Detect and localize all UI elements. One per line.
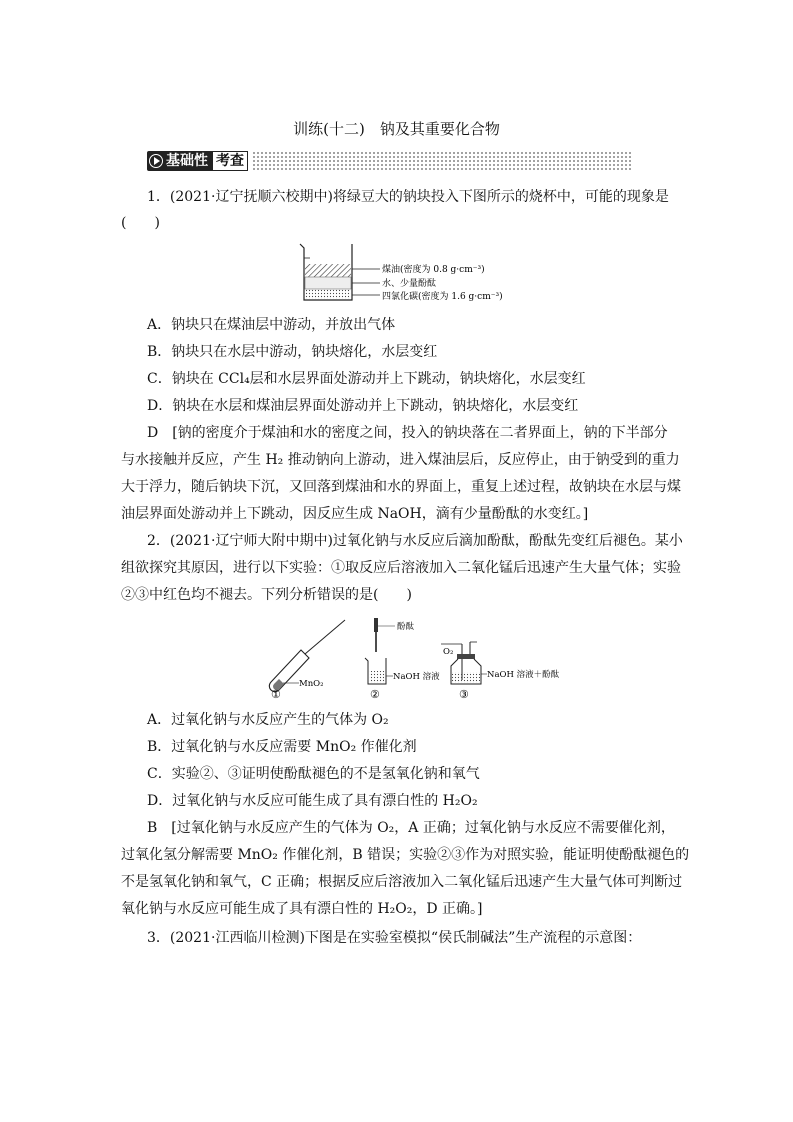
q1-option-a: A．钠块只在煤油层中游动，并放出气体 [147, 317, 396, 333]
q2-answer-line4: 氧化钠与水反应可能生成了具有漂白性的 H₂O₂，D 正确。] [121, 901, 483, 917]
q1-answer-line2: 与水接触并反应，产生 H₂ 推动钠向上游动，进入煤油层后，反应停止，由于钠受到的重力 [121, 452, 680, 468]
label-mno2: MnO₂ [299, 679, 324, 689]
beaker-2 [365, 618, 440, 700]
q2-option-a: A．过氧化钠与水反应产生的气体为 O₂ [147, 712, 389, 728]
q1-stem-line1: 1．(2021·辽宁抚顺六校期中)将绿豆大的钠块投入下图所示的烧杯中，可能的现象是 [147, 189, 669, 205]
page-title: 训练(十二) 钠及其重要化合物 [293, 120, 500, 138]
q2-stem-line2: 组欲探究其原因，进行以下实验：①取反应后溶液加入二氧化锰后迅速产生大量气体；实验 [121, 560, 681, 576]
section-label-light: 考查 [212, 151, 248, 171]
q1-answer-line1: D [钠的密度介于煤油和水的密度之间，投入的钠块落在二者界面上，钠的下半部分 [147, 425, 668, 441]
q2-answer-line3: 不是氢氧化钠和氧气，C 正确；根据反应后溶液加入二氧化锰后迅速产生大量气体可判断过 [121, 874, 683, 890]
q2-option-d: D．过氧化钠与水反应可能生成了具有漂白性的 H₂O₂ [147, 793, 478, 809]
q2-answer-line2: 过氧化氢分解需要 MnO₂ 作催化剂，B 错误；实验②③作为对照实验，能证明使酚酞褪色的 [121, 847, 690, 863]
experiment-figure [265, 616, 565, 700]
kerosene-layer [305, 264, 351, 277]
q1-answer-line4: 油层界面处游动并上下跳动，因反应生成 NaOH，滴有少量酚酞的水变红。] [121, 506, 589, 522]
label-kerosene: 煤油(密度为 0.8 g·cm⁻³) [382, 265, 485, 275]
q1-stem-line2: ( ) [121, 215, 160, 231]
q2-option-b: B．过氧化钠与水反应需要 MnO₂ 作催化剂 [147, 739, 417, 755]
label-3: ③ [459, 688, 469, 700]
section-banner [147, 151, 632, 171]
q1-option-c: C．钠块在 CCl₄层和水层界面处游动并上下跳动，钠块熔化，水层变红 [147, 371, 586, 387]
label-phenol: 酚酞 [397, 622, 415, 632]
beaker-figure [296, 238, 526, 306]
label-o2: O₂ [443, 647, 454, 657]
water-layer [305, 277, 351, 289]
label-ccl4: 四氯化碳(密度为 1.6 g·cm⁻³) [382, 292, 503, 302]
q1-option-d: D．钠块在水层和煤油层界面处游动并上下跳动，钠块熔化，水层变红 [147, 398, 579, 414]
ccl4-layer [305, 289, 351, 299]
q2-option-c: C．实验②、③证明使酚酞褪色的不是氢氧化钠和氧气 [147, 766, 480, 782]
label-water: 水、少量酚酞 [382, 279, 437, 289]
test-tube-1 [269, 620, 345, 700]
section-label-dark: 基础性 [147, 151, 212, 171]
q2-stem-line3: ②③中红色均不褪去。下列分析错误的是( ) [121, 587, 412, 603]
dotted-rule [252, 151, 632, 171]
q3-stem: 3．(2021·江西临川检测)下图是在实验室模拟“侯氏制碱法”生产流程的示意图： [147, 930, 642, 946]
label-naoh-phenol: NaOH 溶液＋酚酞 [487, 670, 560, 680]
play-icon [149, 154, 163, 168]
q2-answer-line1: B [过氧化钠与水反应产生的气体为 O₂，A 正确；过氧化钠与水反应不需要催化剂， [147, 820, 675, 836]
label-1: ① [271, 688, 281, 700]
q2-stem-line1: 2．(2021·辽宁师大附中期中)过氧化钠与水反应后滴加酚酞，酚酞先变红后褪色。某小 [147, 533, 683, 549]
gas-bottle-3 [441, 642, 560, 700]
label-2: ② [370, 688, 380, 700]
label-naoh: NaOH 溶液 [393, 672, 440, 682]
q1-answer-line3: 大于浮力，随后钠块下沉，又回落到煤油和水的界面上，重复上述过程，故钠块在水层与煤 [121, 479, 681, 495]
q1-option-b: B．钠块只在水层中游动，钠块熔化，水层变红 [147, 344, 438, 360]
